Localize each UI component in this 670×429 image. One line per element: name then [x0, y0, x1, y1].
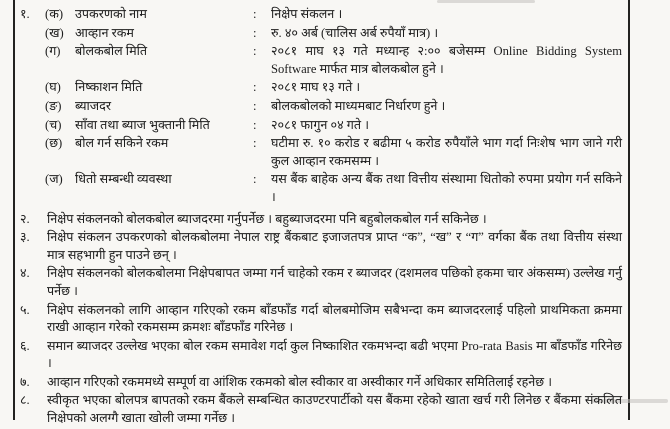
colon-separator: :: [253, 80, 257, 95]
colon-separator: :: [253, 117, 257, 132]
list-item: [20, 392, 622, 427]
detail-value: रु. ४० अर्ब (चालिस अर्ब रुपैयाँ मात्र) ।: [271, 25, 439, 40]
list-item: [20, 302, 622, 337]
sub-item-letter: (घ): [45, 80, 61, 95]
list-item: [20, 374, 622, 392]
detail-row: [20, 79, 622, 97]
detail-label: ब्याजदर: [75, 98, 111, 113]
detail-row: [20, 135, 622, 170]
sub-item-letter: (ङ): [45, 98, 62, 113]
colon-separator: :: [253, 7, 257, 21]
sub-item-letter: (ख): [45, 25, 64, 40]
sub-item-letter: (ज): [45, 172, 63, 187]
item-text: निक्षेप संकलनको बोलकबोल ब्याजदरमा गर्नुपर्नेछ । बहुब्याजदरमा पनि बहुबोलकबोल गर्न सकिनेछ ।: [47, 211, 487, 226]
instrument-details-block: [20, 6, 622, 207]
item-number: ३.: [20, 230, 30, 245]
item-text: आव्हान गरिएको रकममध्ये सम्पूर्ण वा आंशिक रकमको बोल स्वीकार वा अस्वीकार गर्ने अधिकार समितिलाई रहनेछ ।: [47, 374, 553, 389]
detail-label: बोलकबोल मिति: [75, 44, 148, 59]
sub-item-letter: (च): [45, 117, 62, 132]
colon-separator: :: [253, 25, 257, 40]
item-text: निक्षेप संकलनको लागि आव्हान गरिएको रकम बाँडफाँड गर्दा बोलबमोजिम सबैभन्दा कम ब्याजदरलाई पहिलो प्राथमिकता क्रममा राखी आव्हान गरेको रकमसम्म क्रमशः बाँडफाँड गरिनेछ ।: [47, 302, 622, 335]
list-item: [20, 211, 622, 229]
item-text: समान ब्याजदर उल्लेख भएका बोल रकम समावेश गर्दा कुल निष्काशित रकमभन्दा बढी भएमा Pro-rata Basis मा बाँडफाँड गरिनेछ ।: [47, 338, 622, 371]
colon-separator: :: [253, 98, 257, 113]
item-text: निक्षेप संकलन उपकरणको बोलकबोलमा नेपाल राष्ट्र बैंकबाट इजाजतपत्र प्राप्त “क”, “ख” र “ग” वर्गका बैंक तथा वित्तीय संस्था मात्र सहभागी हुन पाउने छन् ।: [47, 230, 622, 262]
list-item: [20, 338, 622, 373]
item-text: निक्षेप संकलनको बोलकबोलमा निक्षेपबापत जम्मा गर्न चाहेको रकम र ब्याजदर (दशमलव पछिको हकमा चार अंकसम्म) उल्लेख गर्नु पर्नेछ ।: [47, 266, 622, 298]
detail-value: घटीमा रु. १० करोड र बढीमा ५ करोड रुपैयाँले भाग गर्दा निःशेष भाग जाने गरी कुल आव्हान रकमसम्म ।: [271, 136, 622, 168]
detail-row: [20, 25, 622, 43]
item-number: २.: [20, 211, 30, 226]
page-crop-artifact-top: [437, 0, 535, 3]
item-number: ८.: [20, 393, 30, 408]
detail-row: [20, 6, 622, 24]
table-border-right: [628, 0, 630, 420]
table-border-left: [13, 0, 15, 420]
list-item: [20, 265, 622, 300]
item-number: ५.: [20, 302, 30, 317]
item-number: ७.: [20, 374, 30, 389]
sub-item-letter: (ग): [45, 44, 61, 59]
list-item: [20, 229, 622, 264]
detail-label: उपकरणको नाम: [75, 7, 147, 21]
detail-value: निक्षेप संकलन ।: [271, 7, 343, 21]
detail-value: २०८१ माघ १३ गते मध्यान्ह २:०० बजेसम्म Online Bidding System Software मार्फत मात्र बोलकबोल हुने ।: [271, 44, 622, 76]
item-number: ६.: [20, 338, 30, 353]
colon-separator: :: [253, 136, 257, 151]
clauses-list: [20, 211, 622, 428]
detail-row: [20, 171, 622, 206]
item-number: १.: [20, 7, 30, 21]
item-number: ४.: [20, 266, 30, 281]
detail-value: बोलकबोलको माध्यमबाट निर्धारण हुने ।: [271, 98, 446, 113]
detail-label: बोल गर्न सकिने रकम: [75, 136, 169, 151]
detail-row: [20, 117, 622, 135]
document-content: [20, 6, 622, 429]
item-text: स्वीकृत भएका बोलपत्र बापतको रकम बैंकले सम्बन्धित काउण्टरपार्टीको यस बैंकमा रहेको खाता खर्च गरी लिनेछ र बैंकमा संकलित निक्षेपको अलग्गै खाता खोली जम्मा गर्नेछ ।: [47, 393, 622, 426]
detail-label: निष्काशन मिति: [75, 80, 143, 95]
sub-item-letter: (छ): [45, 136, 63, 151]
detail-label: साँवा तथा ब्याज भुक्तानी मिति: [75, 117, 210, 132]
colon-separator: :: [253, 172, 257, 187]
detail-label: आव्हान रकम: [75, 25, 134, 40]
sub-item-letter: (क): [45, 7, 64, 21]
detail-value: यस बैंक बाहेक अन्य बैंक तथा वित्तीय संस्थामा धितोको रुपमा प्रयोग गर्न सकिने ।: [271, 172, 622, 204]
detail-row: [20, 43, 622, 78]
detail-label: धितो सम्बन्धी व्यवस्था: [75, 172, 172, 187]
detail-row: [20, 98, 622, 116]
detail-value: २०८१ माघ १३ गते ।: [271, 80, 361, 95]
colon-separator: :: [253, 44, 257, 59]
detail-value: २०८१ फागुन ०४ गते ।: [271, 117, 369, 132]
